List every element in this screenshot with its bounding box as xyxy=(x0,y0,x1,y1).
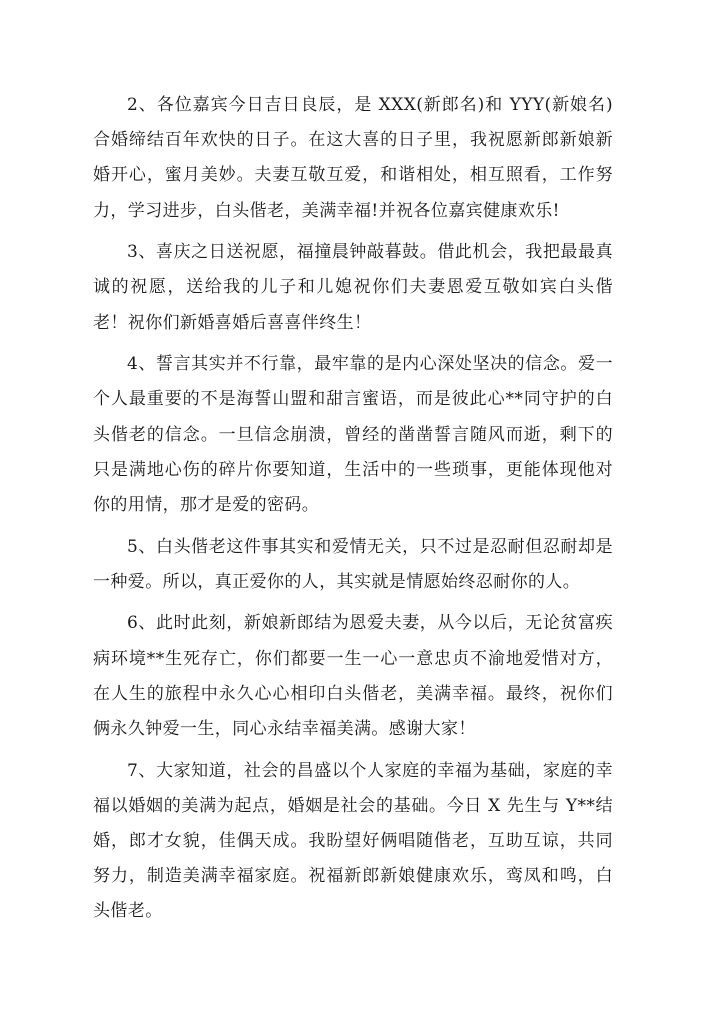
paragraph-6: 6、此时此刻，新娘新郎结为恩爱夫妻，从今以后，无论贫富疾病环境**生死存亡，你们都要一生一心一意忠贞不渝地爱惜对方，在人生的旅程中永久心心相印白头偕老，美满幸福。最终，祝你们俩永久钟爱一生，同心永结幸福美满。感谢大家！ xyxy=(93,613,613,740)
document-body xyxy=(93,88,613,936)
paragraph-4: 4、誓言其实并不行靠，最牢靠的是内心深处坚决的信念。爱一个人最重要的不是海誓山盟和甜言蜜语，而是彼此心**同守护的白头偕老的信念。一旦信念崩溃，曾经的凿凿誓言随风而逝，剩下的只是满地心伤的碎片你要知道，生活中的一些琐事，更能体现他对你的用情，那才是爱的密码。 xyxy=(93,354,613,516)
paragraph-7: 7、大家知道，社会的昌盛以个人家庭的幸福为基础，家庭的幸福以婚姻的美满为起点，婚姻是社会的基础。今日 X 先生与 Y**结婚，郎才女貌，佳偶天成。我盼望好俩唱随偕老，互助互谅，共同努力，制造美满幸福家庭。祝福新郎新娘健康欢乐，鸾凤和鸣，白头偕老。 xyxy=(93,760,613,922)
paragraph-3: 3、喜庆之日送祝愿，福撞晨钟敲暮鼓。借此机会，我把最最真诚的祝愿，送给我的儿子和儿媳祝你们夫妻恩爱互敬如宾白头偕老！祝你们新婚喜婚后喜喜伴终生！ xyxy=(93,242,613,333)
paragraph-2: 2、各位嘉宾今日吉日良辰，是 XXX(新郎名)和 YYY(新娘名)合婚缔结百年欢快的日子。在这大喜的日子里，我祝愿新郎新娘新婚开心，蜜月美妙。夫妻互敬互爱，和谐相处，相互照看，工作努力，学习进步，白头偕老，美满幸福!并祝各位嘉宾健康欢乐! xyxy=(93,95,613,221)
paragraph-5: 5、白头偕老这件事其实和爱情无关，只不过是忍耐但忍耐却是一种爱。所以，真正爱你的人，其实就是情愿始终忍耐你的人。 xyxy=(93,536,613,592)
